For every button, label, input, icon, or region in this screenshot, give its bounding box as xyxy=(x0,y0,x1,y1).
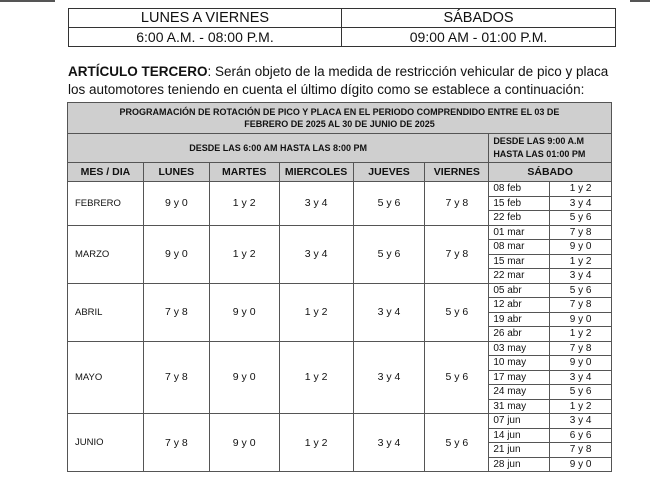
saturday-digits: 1 y 2 xyxy=(550,182,612,197)
rotation-column-header-row xyxy=(68,163,612,182)
column-header-lunes: LUNES xyxy=(143,163,209,182)
rotation-hours-row xyxy=(68,134,612,163)
saturday-date: 31 may xyxy=(489,399,550,414)
saturday-date: 12 abr xyxy=(489,298,550,313)
saturday-digits: 9 y 0 xyxy=(550,312,612,327)
weekday-digits-cell: 9 y 0 xyxy=(209,414,279,472)
saturday-digits: 5 y 6 xyxy=(550,211,612,226)
weekday-digits-cell: 3 y 4 xyxy=(279,225,353,283)
saturday-digits: 9 y 0 xyxy=(550,240,612,255)
weekday-digits-cell: 7 y 8 xyxy=(425,225,489,283)
saturday-hours-cell xyxy=(489,134,612,163)
weekday-digits-cell: 3 y 4 xyxy=(353,414,425,472)
weekday-digits-cell: 7 y 8 xyxy=(143,283,209,341)
article-label: ARTÍCULO TERCERO xyxy=(68,64,208,79)
saturday-date: 03 may xyxy=(489,341,550,356)
saturday-digits: 3 y 4 xyxy=(550,196,612,211)
weekday-digits-cell: 9 y 0 xyxy=(143,182,209,226)
weekday-digits-cell: 3 y 4 xyxy=(353,283,425,341)
saturday-date: 17 may xyxy=(489,370,550,385)
saturday-digits: 5 y 6 xyxy=(550,283,612,298)
weekday-digits-cell: 1 y 2 xyxy=(279,414,353,472)
weekday-digits-cell: 5 y 6 xyxy=(353,182,425,226)
weekday-digits-cell: 7 y 8 xyxy=(143,414,209,472)
month-name: JUNIO xyxy=(68,414,144,472)
saturday-hours-line1: DESDE LAS 9:00 A.M xyxy=(493,136,584,146)
saturday-digits: 9 y 0 xyxy=(550,356,612,371)
saturday-date: 15 feb xyxy=(489,196,550,211)
saturday-date: 22 feb xyxy=(489,211,550,226)
weekday-digits-cell: 9 y 0 xyxy=(209,341,279,414)
saturday-row xyxy=(68,225,612,240)
rotation-title-line1: PROGRAMACIÓN DE ROTACIÓN DE PICO Y PLACA EN EL PERIODO COMPRENDIDO ENTRE EL 03 DE xyxy=(119,107,560,117)
saturday-digits: 3 y 4 xyxy=(550,414,612,429)
month-name: FEBRERO xyxy=(68,182,144,226)
column-header-viernes: VIERNES xyxy=(425,163,489,182)
weekday-digits-cell: 5 y 6 xyxy=(425,414,489,472)
saturday-row xyxy=(68,182,612,197)
saturday-digits: 3 y 4 xyxy=(550,370,612,385)
saturday-digits: 7 y 8 xyxy=(550,443,612,458)
saturday-digits: 5 y 6 xyxy=(550,385,612,400)
saturday-digits: 7 y 8 xyxy=(550,225,612,240)
column-header-sabado: SÁBADO xyxy=(489,163,612,182)
top-cropped-rule xyxy=(0,0,650,6)
weekday-digits-cell: 7 y 8 xyxy=(143,341,209,414)
weekday-hours-cell: DESDE LAS 6:00 AM HASTA LAS 8:00 PM xyxy=(68,134,489,163)
month-name: ABRIL xyxy=(68,283,144,341)
saturday-digits: 3 y 4 xyxy=(550,269,612,284)
weekday-digits-cell: 5 y 6 xyxy=(353,225,425,283)
weekday-digits-cell: 1 y 2 xyxy=(279,283,353,341)
weekday-digits-cell: 9 y 0 xyxy=(143,225,209,283)
weekday-digits-cell: 5 y 6 xyxy=(425,341,489,414)
saturday-digits: 7 y 8 xyxy=(550,298,612,313)
saturday-digits: 1 y 2 xyxy=(550,254,612,269)
column-header-mes-dia: MES / DIA xyxy=(68,163,144,182)
saturday-hours-line2: HASTA LAS 01:00 PM xyxy=(493,149,586,159)
saturday-digits: 7 y 8 xyxy=(550,341,612,356)
saturday-date: 07 jun xyxy=(489,414,550,429)
weekday-digits-cell: 1 y 2 xyxy=(209,225,279,283)
saturday-header: SÁBADOS xyxy=(342,9,616,28)
weekday-digits-cell: 5 y 6 xyxy=(425,283,489,341)
saturday-date: 08 mar xyxy=(489,240,550,255)
column-header-martes: MARTES xyxy=(209,163,279,182)
rotation-title xyxy=(68,103,612,134)
month-name: MARZO xyxy=(68,225,144,283)
weekday-digits-cell: 7 y 8 xyxy=(425,182,489,226)
schedule-hours-row xyxy=(69,28,616,47)
column-header-jueves: JUEVES xyxy=(353,163,425,182)
article-paragraph xyxy=(68,63,628,99)
saturday-row xyxy=(68,341,612,356)
saturday-date: 10 may xyxy=(489,356,550,371)
saturday-date: 15 mar xyxy=(489,254,550,269)
weekday-digits-cell: 3 y 4 xyxy=(279,182,353,226)
saturday-row xyxy=(68,414,612,429)
saturday-date: 24 may xyxy=(489,385,550,400)
weekday-digits-cell: 3 y 4 xyxy=(353,341,425,414)
saturday-date: 26 abr xyxy=(489,327,550,342)
rotation-table xyxy=(67,102,612,472)
weekday-hours: 6:00 A.M. - 08:00 P.M. xyxy=(69,28,342,47)
month-name: MAYO xyxy=(68,341,144,414)
saturday-date: 08 feb xyxy=(489,182,550,197)
saturday-date: 21 jun xyxy=(489,443,550,458)
column-header-miercoles: MIERCOLES xyxy=(279,163,353,182)
saturday-digits: 9 y 0 xyxy=(550,457,612,472)
saturday-row xyxy=(68,283,612,298)
top-rule-right xyxy=(630,0,650,2)
saturday-date: 19 abr xyxy=(489,312,550,327)
weekday-digits-cell: 1 y 2 xyxy=(209,182,279,226)
saturday-date: 14 jun xyxy=(489,428,550,443)
top-rule-left xyxy=(0,0,55,2)
saturday-date: 28 jun xyxy=(489,457,550,472)
weekday-digits-cell: 1 y 2 xyxy=(279,341,353,414)
weekday-digits-cell: 9 y 0 xyxy=(209,283,279,341)
article-text-line2: los automotores teniendo en cuenta el último dígito como se establece a continuación: xyxy=(68,82,585,97)
rotation-title-line2: FEBRERO DE 2025 AL 30 DE JUNIO DE 2025 xyxy=(244,119,435,129)
rotation-title-row xyxy=(68,103,612,134)
saturday-date: 05 abr xyxy=(489,283,550,298)
saturday-hours: 09:00 AM - 01:00 P.M. xyxy=(342,28,616,47)
schedule-table xyxy=(68,8,616,47)
saturday-digits: 1 y 2 xyxy=(550,327,612,342)
saturday-digits: 1 y 2 xyxy=(550,399,612,414)
article-text-line1: : Serán objeto de la medida de restricción vehicular de pico y placa xyxy=(207,64,609,79)
weekday-header: LUNES A VIERNES xyxy=(69,9,342,28)
saturday-date: 22 mar xyxy=(489,269,550,284)
schedule-header-row xyxy=(69,9,616,28)
saturday-date: 01 mar xyxy=(489,225,550,240)
saturday-digits: 6 y 6 xyxy=(550,428,612,443)
